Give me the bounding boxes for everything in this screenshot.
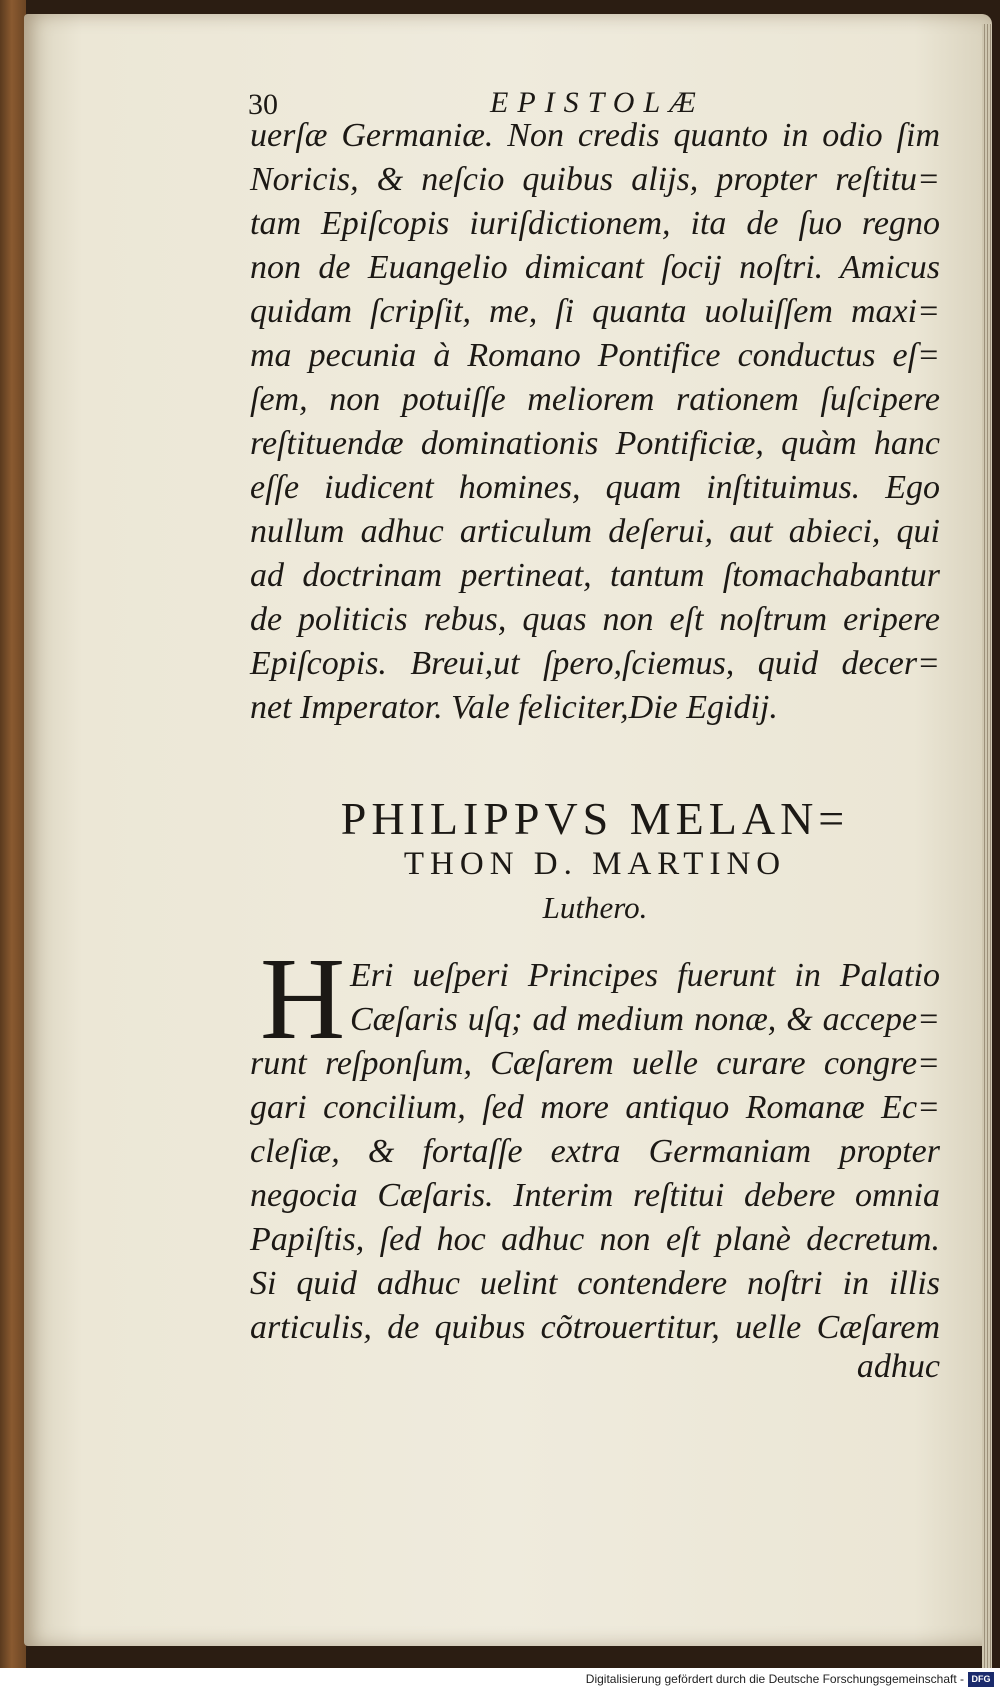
text-line: negocia Cæſaris. Interim reſtitui debere omnia [250,1177,940,1214]
text-line: Eri ueſperi Principes fuerunt in Palatio [350,957,940,994]
text-line: runt reſponſum, Cæſarem uelle curare congre= [250,1045,940,1082]
letter-heading-line-1: PHILIPPVS MELAN= [340,793,850,844]
text-line: ad doctrinam pertineat, tantum ſtomachabantur [250,557,940,594]
text-line: net Imperator. Vale feliciter,Die Egidij. [250,689,778,726]
text-line: tam Epiſcopis iuriſdictionem, ita de ſuo regno [250,205,940,242]
letter-heading-line-3: Luthero. [542,890,648,925]
text-line: eſſe iudicent homines, quam inſtituimus. Ego [250,469,940,506]
text-line: articulis, de quibus cõtrouertitur, uelle Cæſarem [250,1309,940,1346]
text-line: uerſæ Germaniæ. Non credis quanto in odio ſim [250,117,940,154]
drop-cap: H [260,933,346,1064]
book-spine [0,0,26,1692]
digitization-footer [0,1668,1000,1692]
catchword: adhuc [856,1348,940,1385]
text-line: ſem, non potuiſſe meliorem rationem ſuſcipere [250,381,940,418]
footer-credit: Digitalisierung gefördert durch die Deutsche Forschungsgemeinschaft - [585,1672,964,1686]
page-number: 30 [248,88,278,121]
text-line: Papiſtis, ſed hoc adhuc non eſt planè decretum. [250,1221,940,1258]
text-line: Noricis, & neſcio quibus alijs, propter reſtitu= [250,161,940,198]
text-line: ma pecunia à Romano Pontifice conductus eſ= [250,337,940,374]
text-line: reſtituendæ dominationis Pontificiæ, quàm hanc [250,425,940,462]
running-title: EPISTOLÆ [490,86,705,119]
text-line: cleſiæ, & fortaſſe extra Germaniam propter [250,1133,940,1170]
text-line: de politicis rebus, quas non eſt noſtrum eripere [250,601,940,638]
page-edges [982,24,992,1684]
text-line: quidam ſcripſit, me, ſi quanta uoluiſſem maxi= [250,293,940,330]
text-line: non de Euangelio dimicant ſocij noſtri. Amicus [250,249,940,286]
letter-heading-line-2: THON D. MARTINO [403,846,787,882]
text-line: Cæſaris uſq; ad medium nonæ, & accepe= [350,1001,940,1038]
text-line: Si quid adhuc uelint contendere noſtri in illis [250,1265,940,1302]
dfg-logo: DFG [968,1672,994,1687]
text-line: nullum adhuc articulum deſerui, aut abieci, qui [250,513,940,550]
text-line: gari concilium, ſed more antiquo Romanæ Ec= [250,1089,940,1126]
text-line: Epiſcopis. Breui,ut ſpero,ſciemus, quid decer= [250,645,940,682]
